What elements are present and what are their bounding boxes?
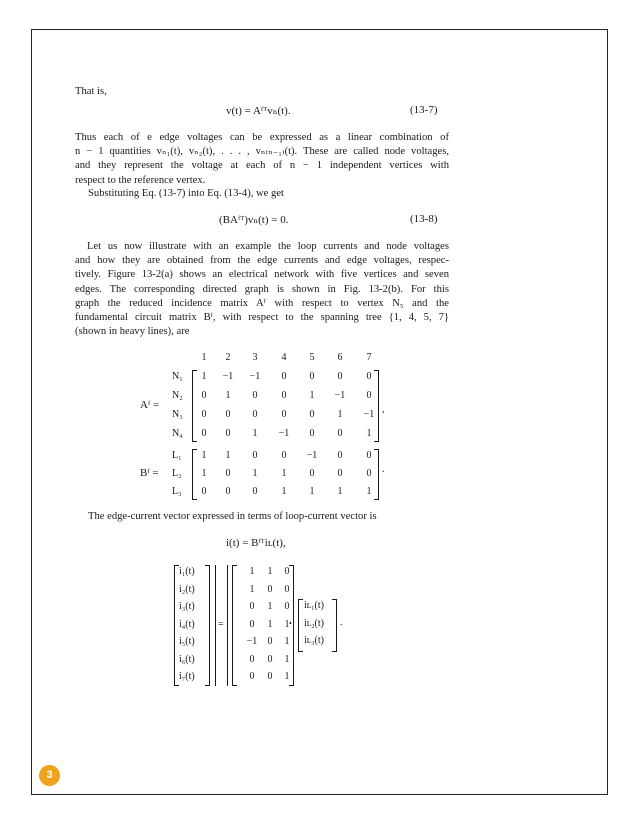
matrix-cell: 0 [267, 583, 273, 595]
vertical-rule [215, 565, 216, 686]
matrix-cell: 0 [201, 409, 207, 420]
matrix-cell: 0 [252, 409, 258, 420]
matrix-cell: 1 [337, 409, 343, 420]
matrix-cell: −1 [246, 636, 258, 647]
vector-il-entry: iʟ₁(t) [304, 600, 324, 611]
matrix-cell: 0 [337, 428, 343, 439]
matrix-cell: 1 [249, 583, 255, 595]
vector-i-entry: i₆(t) [179, 653, 195, 665]
row-label: L₁ [172, 450, 182, 461]
matrix-cell: 0 [225, 486, 231, 497]
equation-number-13-7: (13-7) [410, 104, 438, 116]
matrix-cell: 0 [309, 468, 315, 479]
matrix-label: Aᶠ = [140, 399, 160, 411]
row-label: N₃ [172, 409, 183, 420]
vector-il-entry: iʟ₂(t) [304, 617, 324, 629]
matrix-cell: 1 [309, 390, 315, 401]
vector-i-entry: i₃(t) [179, 601, 195, 612]
row-label: N₄ [172, 428, 183, 439]
right-bracket [374, 370, 379, 442]
matrix-trail: . [382, 464, 385, 475]
text-line: (shown in heavy lines), are [75, 326, 190, 338]
matrix-cell: 0 [249, 653, 255, 665]
matrix-cell: −1 [334, 390, 346, 401]
matrix-cell: 0 [281, 371, 287, 382]
matrix-cell: 0 [337, 468, 343, 479]
matrix-cell: 1 [252, 468, 258, 479]
equation-edge-current: i(t) = Bᶠᵀiʟ(t), [226, 537, 286, 549]
matrix-cell: 0 [309, 428, 315, 439]
matrix-cell: 1 [284, 636, 290, 647]
column-header: 5 [309, 352, 315, 363]
column-header: 4 [281, 352, 287, 363]
row-label: L₃ [172, 486, 182, 497]
column-header: 7 [366, 352, 372, 363]
matrix-cell: 0 [309, 371, 315, 382]
matrix-cell: 1 [201, 468, 207, 479]
vertical-rule [227, 565, 228, 686]
matrix-cell: 1 [281, 468, 287, 479]
matrix-cell: 0 [249, 671, 255, 682]
matrix-cell: −1 [249, 371, 261, 382]
matrix-cell: 0 [284, 566, 290, 577]
paragraph-substituting: Substituting Eq. (13-7) into Eq. (13-4), we get [88, 188, 284, 199]
right-bracket [332, 599, 337, 652]
matrix-cell: 1 [309, 486, 315, 497]
matrix-label: Bᶠ = [140, 467, 159, 479]
matrix-cell: 1 [225, 450, 231, 461]
matrix-cell: −1 [278, 428, 290, 439]
matrix-cell: 0 [201, 486, 207, 497]
vector-i-entry: i₁(t) [179, 566, 195, 577]
matrix-cell: 0 [337, 371, 343, 382]
matrix-cell: 1 [252, 428, 258, 439]
row-label: L₂ [172, 468, 182, 479]
matrix-cell: 1 [284, 618, 290, 630]
matrix-cell: 0 [284, 583, 290, 595]
matrix-cell: 0 [201, 428, 207, 439]
matrix-cell: 0 [284, 601, 290, 612]
vector-i-entry: i₇(t) [179, 671, 195, 682]
matrix-cell: 0 [249, 618, 255, 630]
right-bracket [205, 565, 210, 686]
matrix-cell: 0 [225, 409, 231, 420]
matrix-cell: 0 [225, 428, 231, 439]
column-header: 1 [201, 352, 207, 363]
matrix-trail: , [382, 404, 385, 415]
matrix-cell: 0 [281, 390, 287, 401]
matrix-cell: −1 [306, 450, 318, 461]
column-header: 6 [337, 352, 343, 363]
matrix-cell: 0 [366, 390, 372, 401]
matrix-cell: 0 [267, 671, 273, 682]
matrix-cell: −1 [363, 409, 375, 420]
left-bracket [298, 599, 303, 652]
intro-text: That is, [75, 86, 107, 97]
matrix-cell: 0 [252, 486, 258, 497]
row-label: N₂ [172, 390, 183, 401]
matrix-cell: 0 [201, 390, 207, 401]
matrix-cell: 1 [366, 486, 372, 497]
paragraph-edge-current: The edge-current vector expressed in terms of loop-current vector is [88, 511, 377, 522]
equation-number-13-8: (13-8) [410, 213, 438, 225]
vector-i-entry: i₂(t) [179, 583, 195, 595]
left-bracket [232, 565, 237, 686]
matrix-cell: 1 [284, 653, 290, 665]
matrix-cell: 0 [252, 450, 258, 461]
vector-il-entry: iʟ₃(t) [304, 635, 324, 646]
matrix-cell: 0 [225, 468, 231, 479]
matrix-cell: 1 [267, 618, 273, 630]
text-line: Thus each of e edge voltages can be expressed as a linear combination of [75, 132, 449, 143]
matrix-cell: 0 [267, 653, 273, 665]
column-header: 2 [225, 352, 231, 363]
matrix-cell: 1 [284, 671, 290, 682]
text-line: edges. The corresponding directed graph is shown in Fig. 13-2(b). For this [75, 283, 449, 295]
text-line: and they represent the voltage at each of n − 1 independent vertices with [75, 160, 449, 172]
text-line: graph the reduced incidence matrix Aᶠ with respect to vertex N₅ and the [75, 297, 449, 309]
right-bracket [374, 449, 379, 500]
left-bracket [192, 370, 197, 442]
matrix-cell: 1 [201, 371, 207, 382]
matrix-cell: 1 [225, 390, 231, 401]
matrix-cell: −1 [222, 371, 234, 382]
matrix-cell: 0 [249, 601, 255, 612]
text-line: respect to the reference vertex. [75, 174, 206, 186]
matrix-cell: 1 [267, 601, 273, 612]
matrix-cell: 1 [249, 566, 255, 577]
matrix-cell: 1 [267, 566, 273, 577]
text-line: fundamental circuit matrix Bᶠ, with respect to the spanning tree {1, 4, 5, 7} [75, 311, 449, 323]
text-line: n − 1 quantities vₙ₁(t), vₙ₂(t), . . . , vₙ₍ₙ₋₁₎(t). These are called node voltages, [75, 146, 449, 158]
matrix-cell: 0 [309, 409, 315, 420]
matrix-cell: 1 [337, 486, 343, 497]
matrix-cell: 0 [366, 371, 372, 382]
text-line: Let us now illustrate with an example the loop currents and node voltages [87, 241, 449, 252]
vector-i-entry: i₅(t) [179, 636, 195, 647]
matrix-cell: 0 [366, 450, 372, 461]
text-line: tively. Figure 13-2(a) shows an electrical network with five vertices and seven [75, 269, 449, 281]
matrix-cell: 0 [281, 409, 287, 420]
text-line: and how they are obtained from the edge currents and edge voltages, respec- [75, 255, 449, 267]
equals-sign: = [218, 618, 224, 630]
matrix-cell: 1 [201, 450, 207, 461]
matrix-cell: 1 [366, 428, 372, 439]
matrix-trail: . [340, 617, 343, 628]
dot-operator: • [289, 618, 292, 628]
matrix-cell: 0 [267, 636, 273, 647]
equation-13-8: (BAᶠᵀ)vₙ(t) = 0. [219, 214, 289, 226]
matrix-cell: 0 [366, 468, 372, 479]
matrix-cell: 0 [281, 450, 287, 461]
paragraph-node-voltages [75, 131, 449, 188]
left-bracket [174, 565, 179, 686]
matrix-cell: 0 [252, 390, 258, 401]
matrix-cell: 1 [281, 486, 287, 497]
matrix-cell: 0 [337, 450, 343, 461]
left-bracket [192, 449, 197, 500]
equation-13-7: v(t) = Aᶠᵀvₙ(t). [226, 105, 291, 117]
vector-i-entry: i₄(t) [179, 618, 195, 630]
paragraph-example [75, 240, 449, 339]
row-label: N₁ [172, 371, 183, 382]
column-header: 3 [252, 352, 258, 363]
page-number-badge: 3 [39, 765, 60, 786]
